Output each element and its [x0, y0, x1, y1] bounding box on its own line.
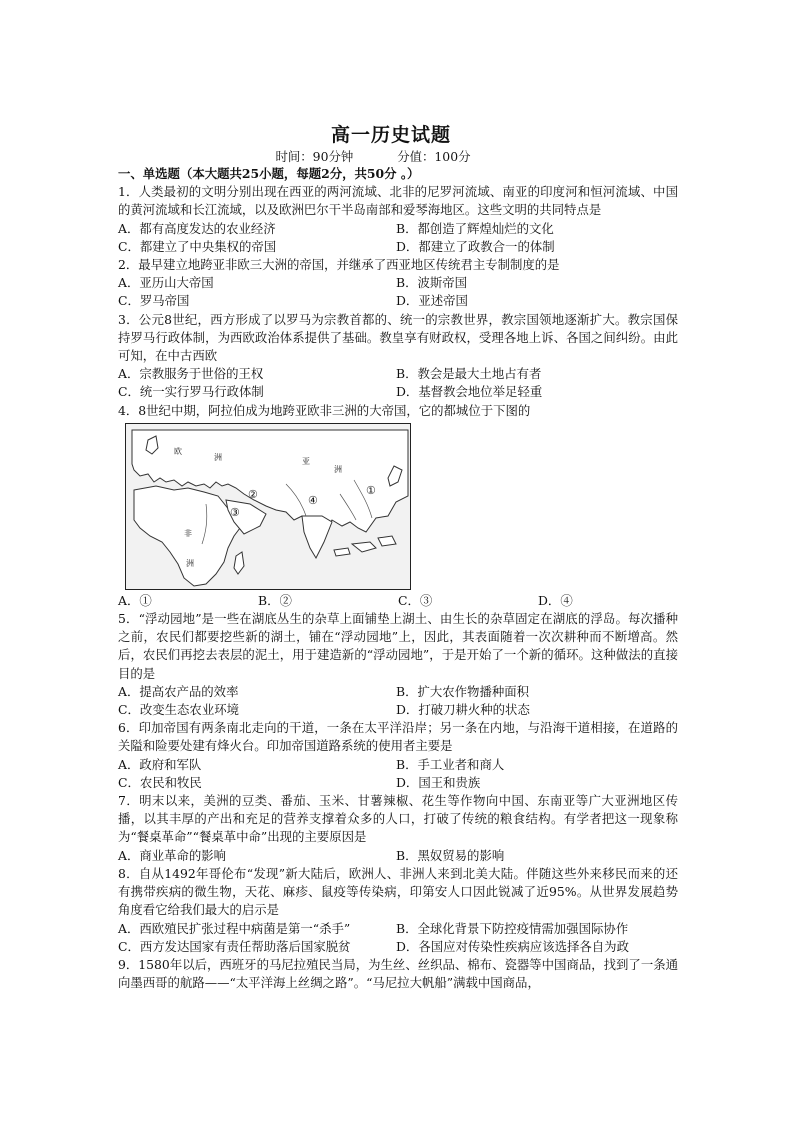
question-stem: 5．“浮动园地”是一些在湖底丛生的杂草上面铺垫上湖土、由生长的杂草固定在湖底的浮岛。每次播种之前，农民们都要挖些新的湖土，铺在“浮动园地”上，因此，其表面随着一次次耕种而不断增高。然后，农民们再挖去表层的泥土，用于建造新的“浮动园地”，于是开始了一个新的循环。这种做法的直接目的是	[118, 611, 678, 681]
question-options	[118, 220, 678, 256]
option: B．手工业者和商人	[396, 756, 505, 772]
option: A．商业革命的影响	[118, 847, 227, 863]
option: C．罗马帝国	[118, 293, 190, 309]
map-label-ya: 亚	[302, 456, 310, 466]
question-stem: 9．1580年以后，西班牙的马尼拉殖民当局，为生丝、丝织品、棉布、瓷器等中国商品，找到了一条通向墨西哥的航路——“太平洋海上丝绸之路”。“马尼拉大帆船”满载中国商品，	[118, 956, 678, 991]
option: B．波斯帝国	[396, 275, 468, 291]
option: C．改变生态农业环境	[118, 702, 239, 718]
question-options	[118, 683, 678, 719]
option: A．提高农产品的效率	[118, 683, 239, 699]
question-stem: 4．8世纪中期，阿拉伯成为地跨亚欧非三洲的大帝国，它的都城位于下图的	[118, 402, 531, 418]
option: D．各国应对传染性疾病应该选择各自为政	[396, 938, 629, 954]
option: B．都创造了辉煌灿烂的文化	[396, 220, 554, 236]
world-map-figure	[125, 423, 411, 590]
option: D．亚述帝国	[396, 293, 468, 309]
option: B．黑奴贸易的影响	[396, 847, 505, 863]
question-stem: 2．最早建立地跨亚非欧三大洲的帝国，并继承了西亚地区传统君主专制制度的是	[118, 257, 560, 273]
question-stem: 3．公元8世纪，西方形成了以罗马为宗教首都的、统一的宗教世界，教宗国领地逐渐扩大。教宗国保持罗马行政体制，为西欧政治体系提供了基础。教皇享有财政权，受理各地上诉、各国之间纠纷。由此可知，在中古西欧	[118, 311, 678, 364]
map-label-zhou2: 洲	[334, 464, 342, 474]
page-title: 高一历史试题	[330, 124, 451, 146]
option: D．都建立了政教合一的体制	[396, 238, 555, 254]
question-stem: 1．人类最初的文明分别出现在西亚的两河流域、北非的尼罗河流域、南亚的印度河和恒河流域、中国的黄河流域和长江流域，以及欧洲巴尔干半岛南部和爱琴海地区。这些文明的共同特点是	[118, 184, 678, 218]
exam-content	[118, 122, 678, 992]
option: A．政府和军队	[118, 756, 202, 772]
map-label-zhou3: 洲	[186, 558, 194, 568]
option: A．都有高度发达的农业经济	[118, 220, 276, 236]
option: D．国王和贵族	[396, 774, 481, 790]
question-stem: 8．自从1492年哥伦布“发现”新大陆后，欧洲人、非洲人来到北美大陆。伴随这些外来移民而来的还有携带疾病的微生物，天花、麻疹、鼠疫等传染病，印第安人口因此锐减了近95%。从世界发展趋势角度看它给我们最大的启示是	[118, 865, 678, 918]
option: A．①	[118, 592, 152, 608]
map-marker-4: ④	[308, 493, 318, 507]
option: B．全球化背景下防控疫情需加强国际协作	[396, 920, 629, 936]
question-stem: 6．印加帝国有两条南北走向的干道，一条在太平洋沿岸；另一条在内地，与沿海干道相接，在道路的关隘和险要处建有烽火台。印加帝国道路系统的使用者主要是	[118, 720, 678, 754]
option: C．农民和牧民	[118, 774, 202, 790]
question-options	[118, 847, 678, 865]
option: D．基督教会地位举足轻重	[396, 384, 543, 400]
map-label-zhou1: 洲	[214, 452, 222, 462]
question-options	[118, 920, 678, 956]
option: C．③	[398, 592, 433, 608]
question-stem: 7．明末以来，美洲的豆类、番茄、玉米、甘薯辣椒、花生等作物向中国、东南亚等广大亚洲地区传播，以其丰厚的产出和充足的营养支撑着众多的人口，打破了传统的粮食结构。有学者把这一现象称为“餐桌革命”“餐桌革中命”出现的主要原因是	[118, 793, 678, 845]
option: D．④	[538, 592, 573, 608]
map-marker-3: ③	[230, 505, 240, 519]
exam-meta	[68, 148, 678, 165]
section-heading: 一、单选题（本大题共25小题，每题2分，共50分 。）	[118, 166, 420, 181]
map-drawing	[126, 424, 410, 589]
option: C．西方发达国家有责任帮助落后国家脱贫	[118, 938, 351, 954]
map-marker-2: ②	[248, 487, 258, 501]
option: C．都建立了中央集权的帝国	[118, 238, 277, 254]
question-options	[118, 592, 678, 610]
option: A．西欧殖民扩张过程中病菌是第一“杀手”	[118, 920, 351, 936]
option: B．②	[258, 592, 292, 608]
question-options	[118, 365, 678, 401]
option: B．扩大农作物播种面积	[396, 683, 530, 699]
map-label-fei: 非	[184, 528, 192, 538]
question-options	[118, 756, 678, 792]
map-marker-1: ①	[366, 483, 376, 497]
option: D．打破刀耕火种的状态	[396, 702, 530, 718]
map-label-ou: 欧	[174, 446, 182, 456]
question-options	[118, 274, 678, 310]
option: B．教会是最大土地占有者	[396, 366, 542, 382]
option: A．宗教服务于世俗的王权	[118, 366, 264, 382]
option: A．亚历山大帝国	[118, 275, 214, 291]
exam-time: 时间：90分钟	[275, 149, 354, 164]
option: C．统一实行罗马行政体制	[118, 384, 264, 400]
exam-score: 分值：100分	[397, 149, 471, 164]
